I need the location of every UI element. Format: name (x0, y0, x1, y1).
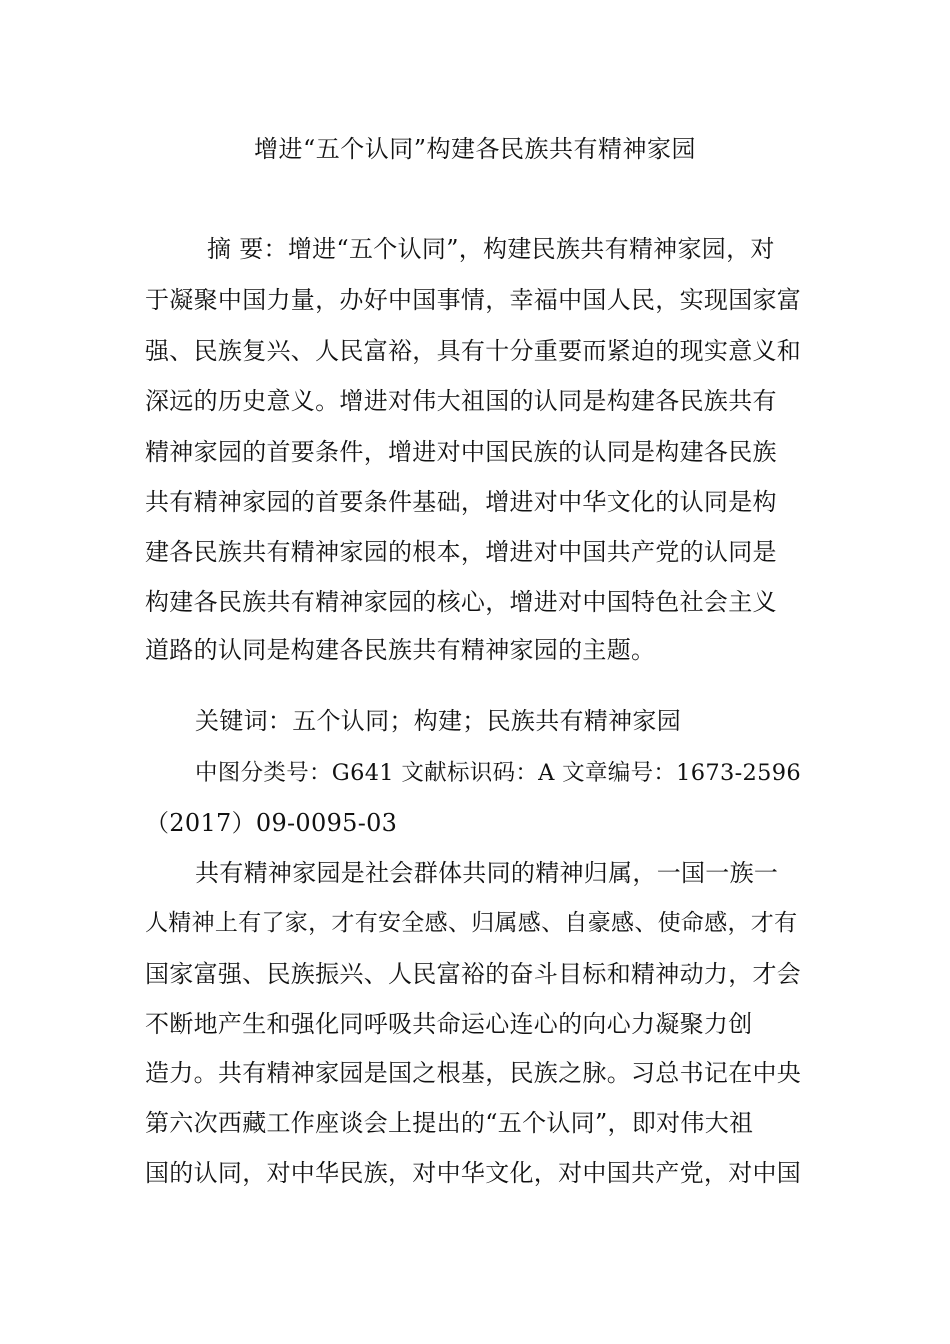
classification-line-1: 中图分类号：G641 文献标识码：A 文章编号：1673-2596 (195, 760, 801, 786)
abstract-line-3: 强、民族复兴、人民富裕，具有十分重要而紧迫的现实意义和 (145, 337, 802, 365)
abstract-line-5: 精神家园的首要条件，增进对中国民族的认同是构建各民族 (145, 438, 777, 466)
abstract-line-4: 深远的历史意义。增进对伟大祖国的认同是构建各民族共有 (145, 387, 777, 415)
keywords-line: 关键词：五个认同；构建；民族共有精神家园 (195, 707, 681, 735)
body-line-1: 共有精神家园是社会群体共同的精神归属，一国一族一 (195, 859, 779, 887)
body-line-2: 人精神上有了家，才有安全感、归属感、自豪感、使命感，才有 (145, 910, 798, 936)
classification-line-2: （2017）09-0095-03 (145, 809, 398, 837)
body-line-7: 国的认同，对中华民族，对中华文化，对中国共产党，对中国 (145, 1159, 802, 1187)
abstract-line-6: 共有精神家园的首要条件基础，增进对中华文化的认同是构 (145, 488, 777, 516)
article-title: 增进“五个认同”构建各民族共有精神家园 (253, 135, 697, 163)
body-line-5: 造力。共有精神家园是国之根基，民族之脉。习总书记在中央 (145, 1059, 802, 1087)
body-line-3: 国家富强、民族振兴、人民富裕的奋斗目标和精神动力，才会 (145, 960, 802, 988)
abstract-line-9: 道路的认同是构建各民族共有精神家园的主题。 (145, 636, 656, 664)
body-line-4: 不断地产生和强化同呼吸共命运心连心的向心力凝聚力创 (145, 1010, 753, 1038)
body-line-6: 第六次西藏工作座谈会上提出的“五个认同”，即对伟大祖 (145, 1109, 754, 1137)
abstract-line-2: 于凝聚中国力量，办好中国事情，幸福中国人民，实现国家富 (145, 286, 802, 314)
abstract-line-1: 摘 要：增进“五个认同”，构建民族共有精神家园，对 (207, 235, 775, 263)
abstract-line-7: 建各民族共有精神家园的根本，增进对中国共产党的认同是 (145, 538, 777, 566)
abstract-line-8: 构建各民族共有精神家园的核心，增进对中国特色社会主义 (145, 588, 777, 616)
